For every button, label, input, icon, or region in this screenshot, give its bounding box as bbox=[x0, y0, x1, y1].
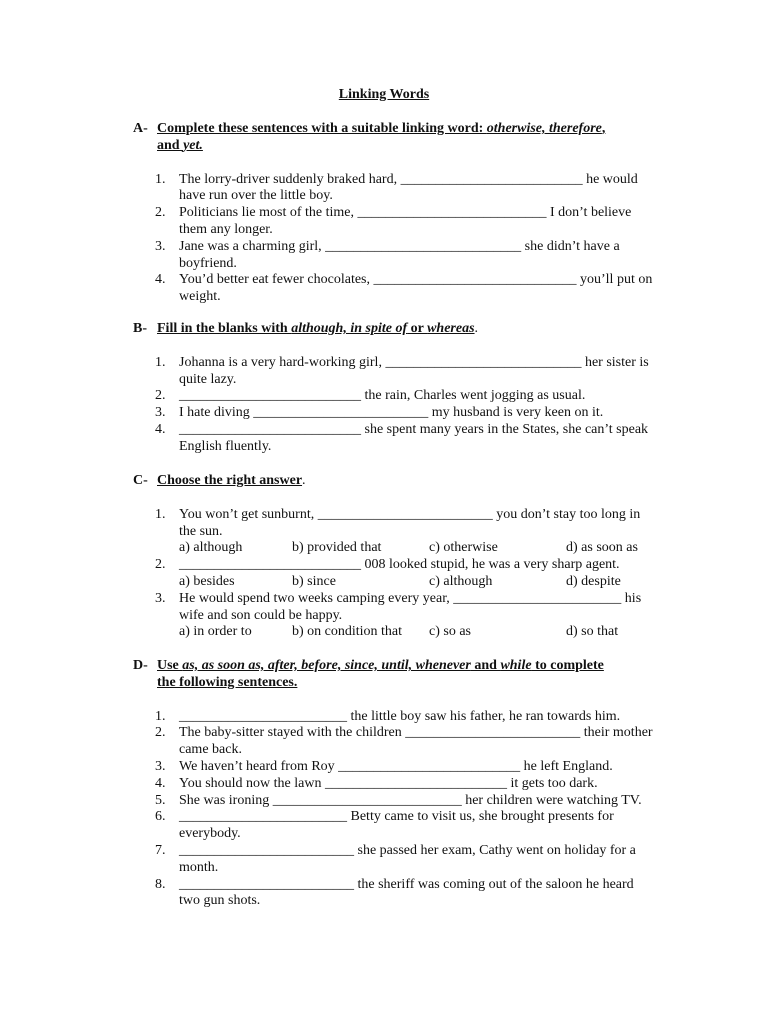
question: 2. __________________________ 008 looked stupid, he was a very sharp agent. a) besides b) since c) although d) despite bbox=[133, 557, 653, 591]
question-text: Jane was a charming girl, ____________________________ she didn’t have a boyfriend. bbox=[179, 238, 620, 271]
section-c-questions bbox=[133, 507, 673, 641]
question: 7. _________________________ she passed her exam, Cathy went on holiday for a month. bbox=[155, 842, 636, 875]
question: 3. Jane was a charming girl, ____________________________ she didn’t have a boyfriend. bbox=[155, 238, 620, 271]
section-b bbox=[133, 321, 673, 456]
section-d-questions bbox=[133, 709, 673, 911]
question-text: I hate diving _________________________ my husband is very keen on it. bbox=[179, 405, 604, 421]
question: 2. Politicians lie most of the time, ___________________________ I don’t believe them any longer. bbox=[155, 205, 632, 237]
question: 4. You should now the lawn __________________________ it gets too dark. bbox=[155, 775, 598, 791]
question: 3. I hate diving _________________________ my husband is very keen on it. bbox=[155, 405, 604, 421]
section-a bbox=[133, 121, 673, 306]
question: 4. __________________________ she spent many years in the States, she can’t speak English fluently. bbox=[155, 421, 649, 454]
section-d-heading: D- Use as, as soon as, after, before, since, until, whenever and while to complete the following sentences. bbox=[133, 658, 604, 690]
section-a-heading: A- Complete these sentences with a suitable linking word: otherwise, therefore, and yet. bbox=[133, 121, 606, 153]
option-c: c) although bbox=[429, 573, 493, 589]
question-text: You won’t get sunburnt, _________________________ you don’t stay too long in the sun. bbox=[179, 506, 641, 539]
question-text: She was ironing ___________________________ her children were watching TV. bbox=[179, 792, 642, 808]
question: 1. You won’t get sunburnt, _________________________ you don’t stay too long in the sun. a) although b) provided that c) otherwise d) as soon as bbox=[133, 507, 653, 557]
question: 1. The lorry-driver suddenly braked hard, __________________________ he would have run over the little boy. bbox=[155, 171, 638, 204]
section-d bbox=[133, 658, 673, 910]
question: 3. He would spend two weeks camping every year, ________________________ his wife and son could be happy. a) in order to b) on condition that c) so as d) so that bbox=[133, 591, 653, 641]
option-a: a) although bbox=[179, 540, 243, 556]
question: 2. __________________________ the rain, Charles went jogging as usual. bbox=[155, 388, 586, 404]
question-text: ________________________ Betty came to visit us, she brought presents for everybody. bbox=[179, 809, 614, 842]
section-a-questions bbox=[133, 172, 673, 306]
question-text: Johanna is a very hard-working girl, ____________________________ her sister is quite lazy. bbox=[179, 354, 649, 387]
question-text: You’d better eat fewer chocolates, _____________________________ you’ll put on weight. bbox=[179, 272, 653, 305]
option-a: a) besides bbox=[179, 573, 235, 589]
section-a-letter: A- bbox=[133, 121, 148, 136]
question: 1. Johanna is a very hard-working girl, ____________________________ her sister is quite lazy. bbox=[155, 354, 649, 387]
question-text: __________________________ she spent many years in the States, she can’t speak English fluently. bbox=[179, 421, 649, 454]
question-text: _________________________ the sheriff was coming out of the saloon he heard two gun shots. bbox=[179, 876, 634, 909]
page-title: Linking Words bbox=[338, 87, 430, 102]
section-c-letter: C- bbox=[133, 473, 148, 488]
question: 1. ________________________ the little boy saw his father, he ran towards him. bbox=[155, 708, 621, 724]
question-text: __________________________ the rain, Charles went jogging as usual. bbox=[179, 388, 586, 404]
section-c bbox=[133, 473, 673, 641]
answer-options bbox=[179, 624, 653, 641]
question-text: You should now the lawn __________________________ it gets too dark. bbox=[179, 775, 598, 791]
option-a: a) in order to bbox=[179, 624, 252, 640]
question-text: ________________________ the little boy saw his father, he ran towards him. bbox=[179, 708, 621, 724]
question: 2. The baby-sitter stayed with the children _________________________ their mother came back. bbox=[155, 725, 653, 758]
question-text: _________________________ she passed her exam, Cathy went on holiday for a month. bbox=[179, 842, 636, 875]
option-d: d) as soon as bbox=[566, 540, 638, 556]
question: 5. She was ironing ___________________________ her children were watching TV. bbox=[155, 792, 642, 808]
question-text: Politicians lie most of the time, ___________________________ I don’t believe them any longer. bbox=[179, 205, 632, 237]
question-text: We haven’t heard from Roy __________________________ he left England. bbox=[179, 758, 613, 774]
option-b: b) on condition that bbox=[292, 624, 403, 640]
option-b: b) provided that bbox=[292, 540, 382, 556]
answer-options bbox=[179, 540, 653, 557]
question: 4. You’d better eat fewer chocolates, _____________________________ you’ll put on weight. bbox=[155, 272, 653, 305]
question: 3. We haven’t heard from Roy __________________________ he left England. bbox=[155, 758, 613, 774]
question-text: The baby-sitter stayed with the children _________________________ their mother came back. bbox=[179, 725, 653, 758]
option-d: d) despite bbox=[566, 573, 621, 589]
section-c-heading: C- Choose the right answer. bbox=[133, 473, 306, 488]
answer-options bbox=[179, 574, 653, 591]
section-d-letter: D- bbox=[133, 658, 148, 673]
section-b-questions bbox=[133, 355, 673, 456]
question: 6. ________________________ Betty came to visit us, she brought presents for everybody. bbox=[155, 809, 614, 842]
question-text: The lorry-driver suddenly braked hard, __________________________ he would have run over the little boy. bbox=[179, 171, 638, 204]
option-c: c) otherwise bbox=[429, 540, 498, 556]
question: 8. _________________________ the sheriff was coming out of the saloon he heard two gun shots. bbox=[155, 876, 634, 909]
option-d: d) so that bbox=[566, 624, 619, 640]
section-b-letter: B- bbox=[133, 321, 147, 336]
question-text: He would spend two weeks camping every year, ________________________ his wife and son could be happy. bbox=[179, 590, 642, 623]
question-text: __________________________ 008 looked stupid, he was a very sharp agent. bbox=[179, 557, 620, 573]
section-b-heading: B- Fill in the blanks with although, in spite of or whereas. bbox=[133, 321, 479, 336]
option-b: b) since bbox=[292, 573, 336, 589]
option-c: c) so as bbox=[429, 624, 471, 640]
